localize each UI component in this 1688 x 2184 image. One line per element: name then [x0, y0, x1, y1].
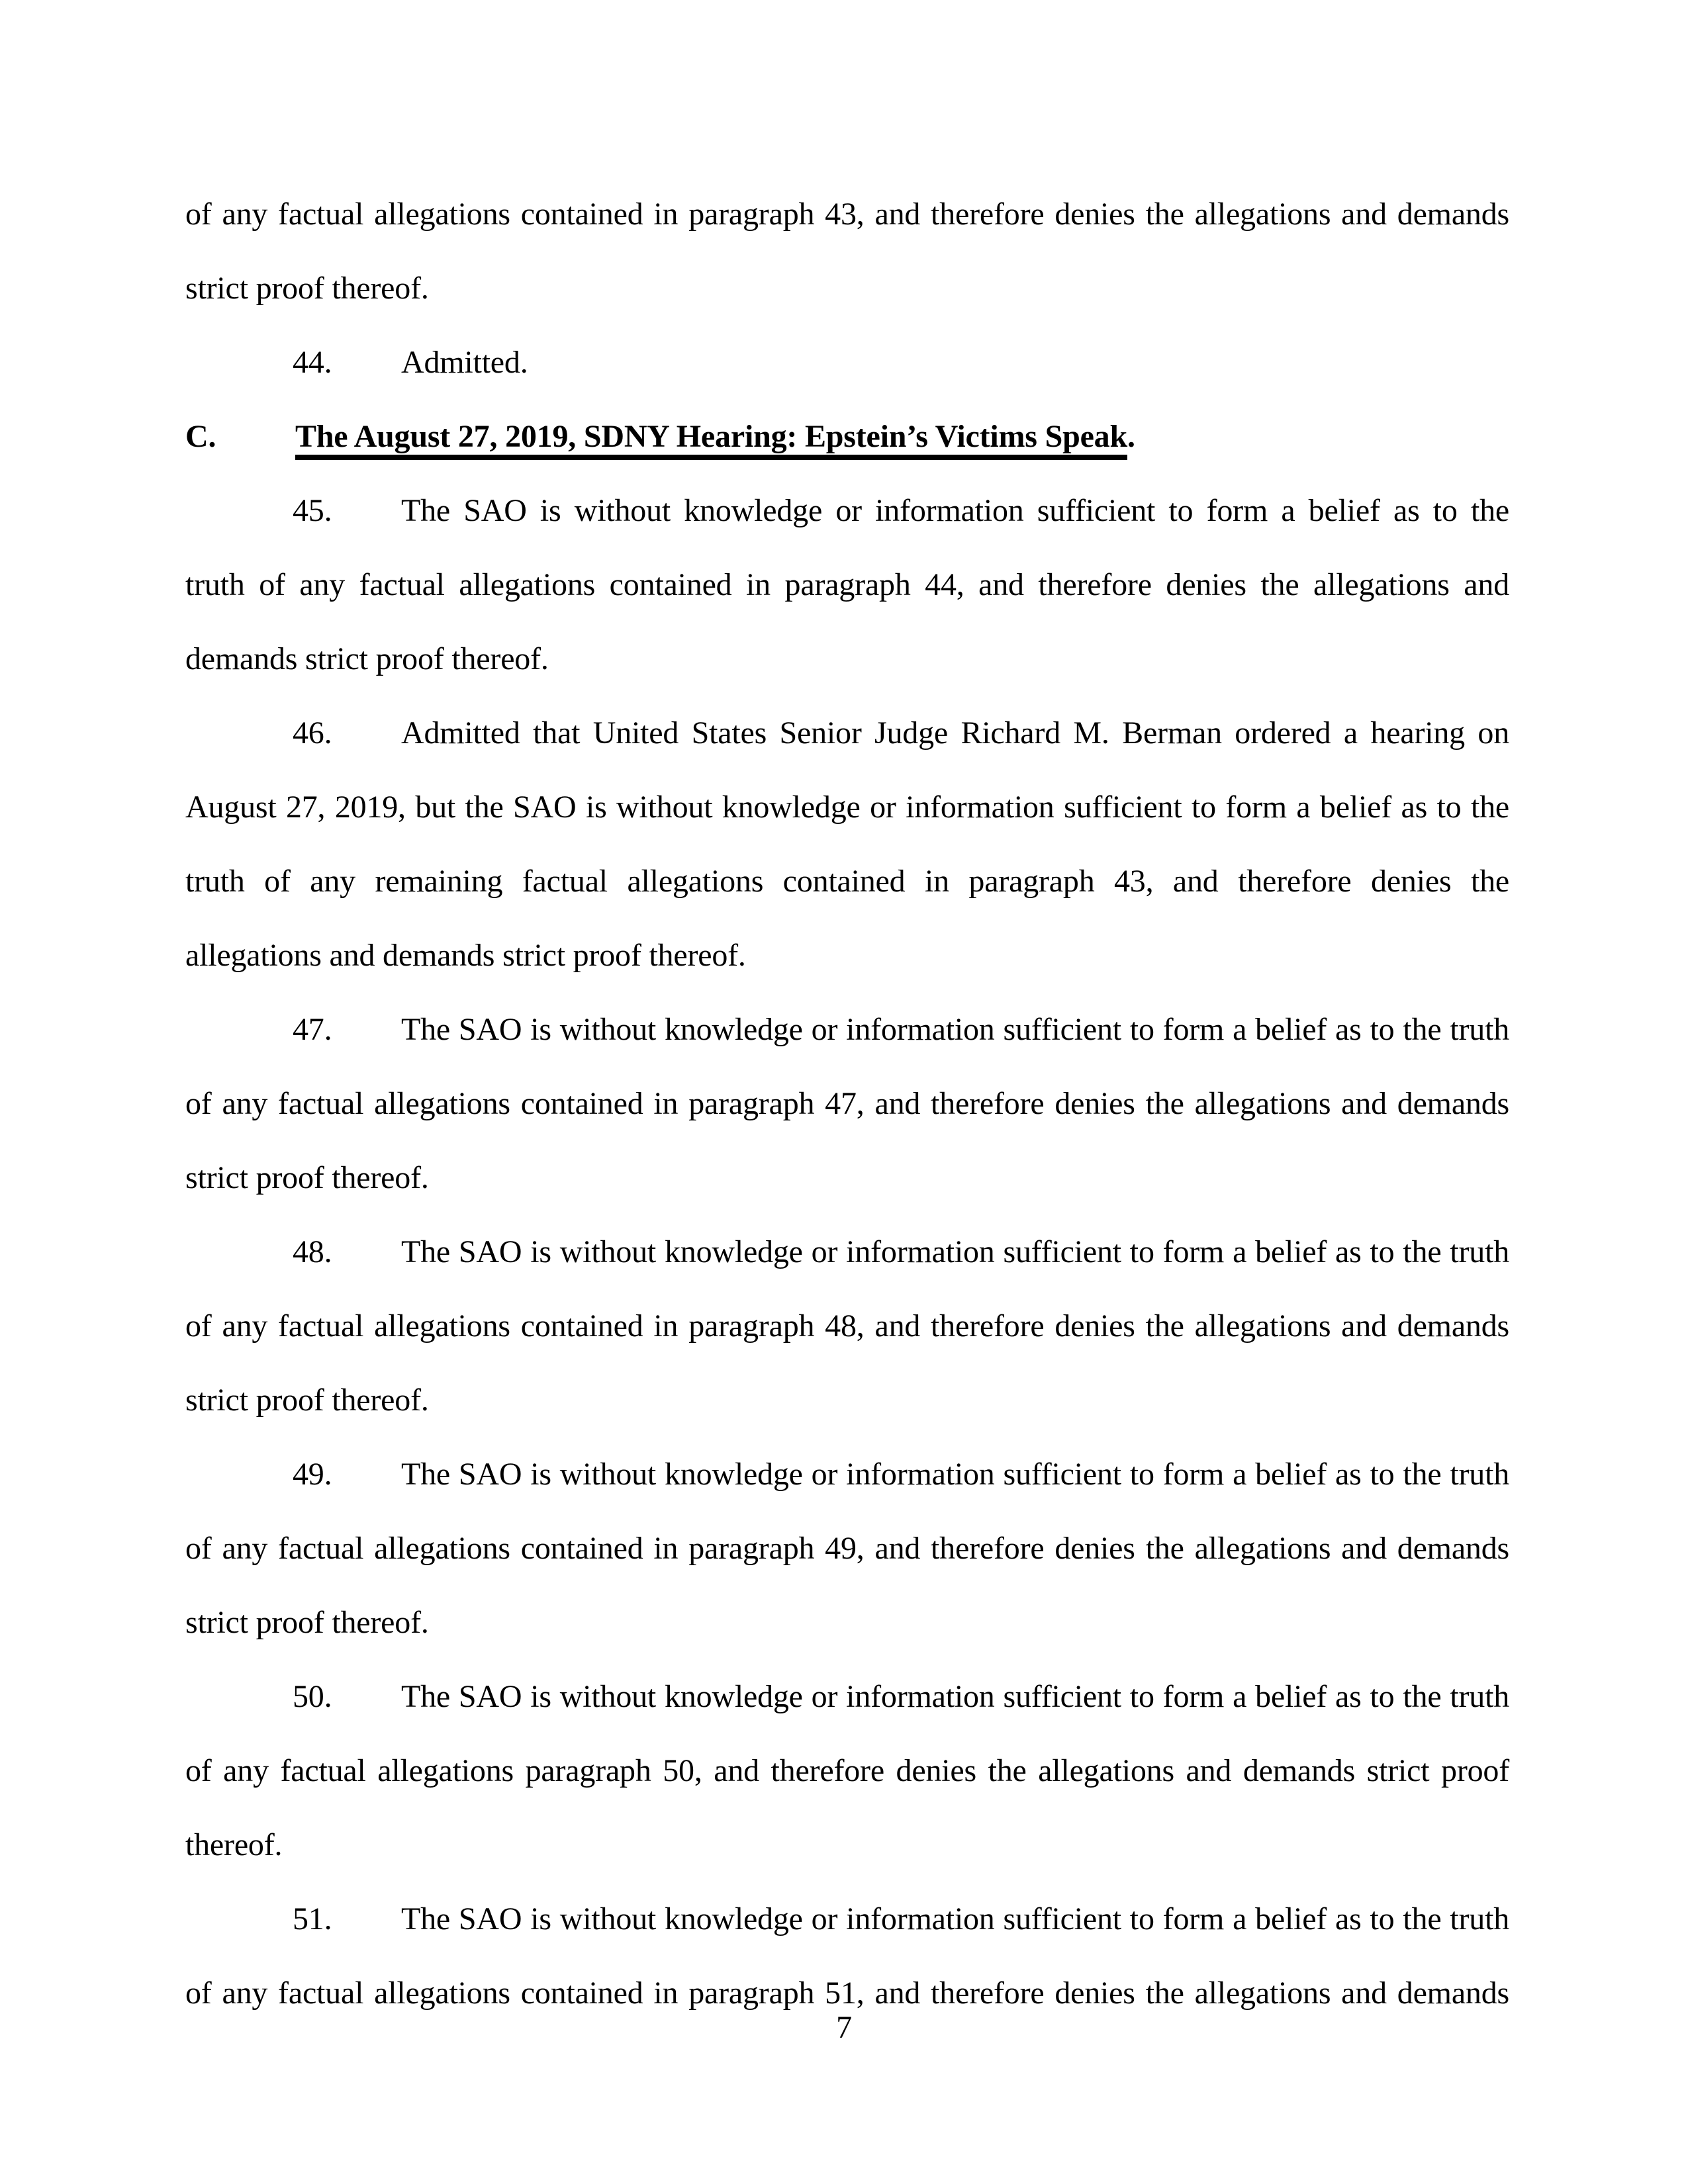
document-body [185, 177, 1509, 2030]
paragraph-48-line: 48. The SAO is without knowledge or information sufficient to form a belief as to the truth [185, 1215, 1509, 1289]
paragraph-46-line: August 27, 2019, but the SAO is without knowledge or information sufficient to form a belief as to the [185, 790, 1509, 825]
paragraph-number: 47. [293, 1012, 332, 1047]
paragraph-48 [185, 1215, 1509, 1437]
paragraph-50-line: 50. The SAO is without knowledge or information sufficient to form a belief as to the truth [185, 1660, 1509, 1734]
heading-label: C. [185, 419, 216, 454]
paragraph-number: 45. [293, 493, 332, 528]
paragraph-45 [185, 474, 1509, 696]
paragraph-47 [185, 993, 1509, 1215]
page-number: 7 [836, 2010, 852, 2045]
paragraph-50-line: thereof. [185, 1827, 283, 1862]
paragraph-number: 48. [293, 1234, 332, 1269]
paragraph-51-line: of any factual allegations contained in paragraph 51, and therefore denies the allegations and demands [185, 1976, 1509, 2011]
section-heading-c [185, 400, 1509, 474]
heading-text: The August 27, 2019, SDNY Hearing: Epstein’s Victims Speak [295, 419, 1127, 454]
paragraph-51-line: 51. The SAO is without knowledge or information sufficient to form a belief as to the truth [185, 1882, 1509, 1956]
paragraph-43-continuation [185, 177, 1509, 326]
section-heading-line [185, 400, 1509, 474]
paragraph-49-line: 49. The SAO is without knowledge or information sufficient to form a belief as to the truth [185, 1437, 1509, 1512]
paragraph-47-line: 47. The SAO is without knowledge or information sufficient to form a belief as to the truth [185, 993, 1509, 1067]
paragraph-49 [185, 1437, 1509, 1660]
paragraph-46-line: truth of any remaining factual allegations contained in paragraph 43, and therefore denies the [185, 864, 1509, 899]
heading-trailing-period: . [1127, 419, 1135, 454]
paragraph-48-line: of any factual allegations contained in paragraph 48, and therefore denies the allegations and demands [185, 1308, 1509, 1343]
paragraph-50-line: of any factual allegations paragraph 50, and therefore denies the allegations and demands strict proof [185, 1753, 1509, 1788]
paragraph-47-line: strict proof thereof. [185, 1160, 429, 1195]
paragraph-43-continuation-line: strict proof thereof. [185, 271, 429, 306]
paragraph-44 [185, 326, 1509, 400]
paragraph-number: 50. [293, 1679, 332, 1714]
paragraph-49-line: of any factual allegations contained in paragraph 49, and therefore denies the allegations and demands [185, 1531, 1509, 1566]
paragraph-number: 44. [293, 345, 332, 380]
paragraph-44-line: 44. Admitted. [185, 326, 1509, 400]
paragraph-47-line: of any factual allegations contained in paragraph 47, and therefore denies the allegations and demands [185, 1086, 1509, 1121]
paragraph-45-line: demands strict proof thereof. [185, 641, 549, 676]
paragraph-46 [185, 696, 1509, 993]
paragraph-45-line: 45. The SAO is without knowledge or information sufficient to form a belief as to the [185, 474, 1509, 548]
paragraph-45-line: truth of any factual allegations contained in paragraph 44, and therefore denies the allegations and [185, 567, 1509, 602]
paragraph-49-line: strict proof thereof. [185, 1605, 429, 1640]
paragraph-46-line: 46. Admitted that United States Senior Judge Richard M. Berman ordered a hearing on [185, 696, 1509, 770]
paragraph-number: 49. [293, 1457, 332, 1492]
paragraph-43-continuation-line: of any factual allegations contained in paragraph 43, and therefore denies the allegations and demands [185, 197, 1509, 232]
paragraph-number: 46. [293, 715, 332, 751]
paragraph-48-line: strict proof thereof. [185, 1383, 429, 1418]
paragraph-number: 51. [293, 1901, 332, 1936]
paragraph-50 [185, 1660, 1509, 1882]
paragraph-46-line: allegations and demands strict proof thereof. [185, 938, 746, 973]
